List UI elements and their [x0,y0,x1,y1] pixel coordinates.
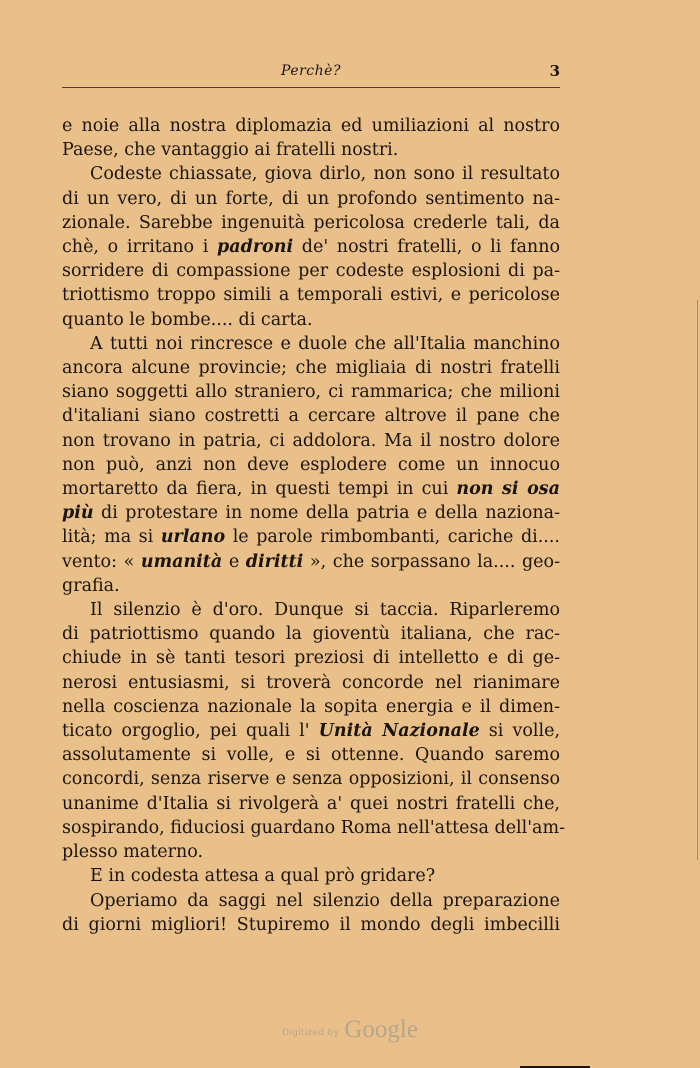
text-segment: assolutamente si volle, e si ottenne. Quando saremo [62,745,560,766]
text-line [62,889,560,913]
text-line [62,767,560,791]
text-line [62,114,560,138]
emphasis-text: Unità Nazionale [318,721,480,742]
text-line [62,550,560,574]
text-line [62,864,560,888]
text-line [62,719,560,743]
text-segment: quanto le bombe.... di carta. [62,309,313,330]
text-line [62,816,565,840]
text-segment: Il silenzio è d'oro. Dunque si taccia. Riparleremo [90,600,560,621]
text-line [62,646,560,670]
emphasis-text: diritti [245,551,304,572]
text-segment: non può, anzi non deve esplodere come un innocuo [62,454,560,475]
text-line [62,380,560,404]
text-segment: concordi, senza riserve e senza opposizioni, il consenso [62,769,560,790]
text-segment: si volle, [479,721,561,742]
text-segment: mortaretto da fiera, in questi tempi in cui [62,479,457,500]
text-line [62,792,560,816]
body-text [62,114,565,937]
text-line [62,695,560,719]
text-line [62,259,560,283]
text-segment: lità; ma si [62,527,161,548]
text-segment: A tutti noi rincresce e duole che all'Italia manchino [90,333,560,354]
page-header [62,60,560,88]
emphasis-text: umanità [140,551,223,572]
text-segment: siano soggetti allo straniero, ci rammarica; che milioni [62,382,560,403]
text-segment: e [222,551,246,572]
running-title: Perchè? [281,63,341,79]
text-line [62,525,560,549]
text-segment: d'italiani siano costretti a cercare altrove il pane che [62,406,560,427]
text-segment: Paese, che vantaggio ai fratelli nostri. [62,140,399,161]
emphasis-text: non si osa [456,479,560,500]
text-segment: Operiamo da saggi nel silenzio della preparazione [90,890,560,911]
text-segment: de' nostri fratelli, o li fanno [293,237,561,258]
emphasis-text: più [62,503,94,524]
text-line [62,138,560,162]
text-line [62,235,560,259]
text-segment: sorridere di compassione per codeste esplosioni di pa- [62,261,560,282]
text-segment: le parole rimbombanti, cariche di.... [225,527,560,548]
header-rule [62,87,560,88]
text-line [62,332,560,356]
text-segment: di protestare in nome della patria e della naziona- [93,503,560,524]
text-segment: di un vero, di un forte, di un profondo sentimento na- [62,188,560,209]
text-segment: E in codesta attesa a qual prò gridare? [90,866,436,887]
text-segment: triottismo troppo simili a temporali estivi, e pericolose [62,285,560,306]
text-segment: plesso materno. [62,842,204,863]
text-segment: non trovano in patria, ci addolora. Ma il nostro dolore [62,430,560,451]
text-segment: grafia. [62,575,120,596]
text-line [62,671,560,695]
text-line [62,477,560,501]
text-line [62,743,560,767]
emphasis-text: padroni [217,237,294,258]
text-line [62,308,560,332]
text-line [62,913,560,937]
text-line [62,453,560,477]
text-segment: di giorni migliori! Stupiremo il mondo degli imbecilli [62,914,560,935]
text-line [62,622,560,646]
text-segment: chiude in sè tanti tesori preziosi di intelletto e di ge- [62,648,560,669]
digitized-watermark [0,1016,700,1044]
text-line [62,211,560,235]
text-segment: ticato orgoglio, pei quali l' [62,721,319,742]
watermark-small-text: Digitized by [282,1028,340,1038]
text-line [62,187,560,211]
text-line [62,840,560,864]
watermark-google-logo: Google [344,1016,418,1043]
text-segment: e noie alla nostra diplomazia ed umiliazioni al nostro [62,116,560,136]
text-line [62,404,560,428]
text-segment: ancora alcune provincie; che migliaia di nostri fratelli [62,358,560,379]
text-line [62,429,560,453]
text-line [62,356,560,380]
text-segment: zionale. Sarebbe ingenuità pericolosa crederle tali, da [62,212,560,233]
text-line [62,598,560,622]
text-segment: Codeste chiassate, giova dirlo, non sono il resultato [90,164,560,185]
text-segment: nerosi entusiasmi, si troverà concorde nel rianimare [62,672,560,693]
text-segment: nella coscienza nazionale la sopita energia e il dimen- [62,696,560,717]
text-segment: unanime d'Italia si rivolgerà a' quei nostri fratelli che, [62,793,560,814]
text-segment: vento: « [62,551,141,572]
text-line [62,283,560,307]
text-line [62,574,560,598]
emphasis-text: urlano [160,527,226,548]
text-segment: », che sorpassano la.... geo- [303,551,560,572]
page-number: 3 [549,62,560,80]
page-edge [697,300,698,860]
text-line [62,501,560,525]
text-line [62,162,560,186]
text-segment: chè, o irritano i [62,237,218,258]
text-segment: sospirando, fiduciosi guardano Roma nell'attesa dell'am- [62,817,565,838]
text-segment: di patriottismo quando la gioventù italiana, che rac- [62,624,560,645]
